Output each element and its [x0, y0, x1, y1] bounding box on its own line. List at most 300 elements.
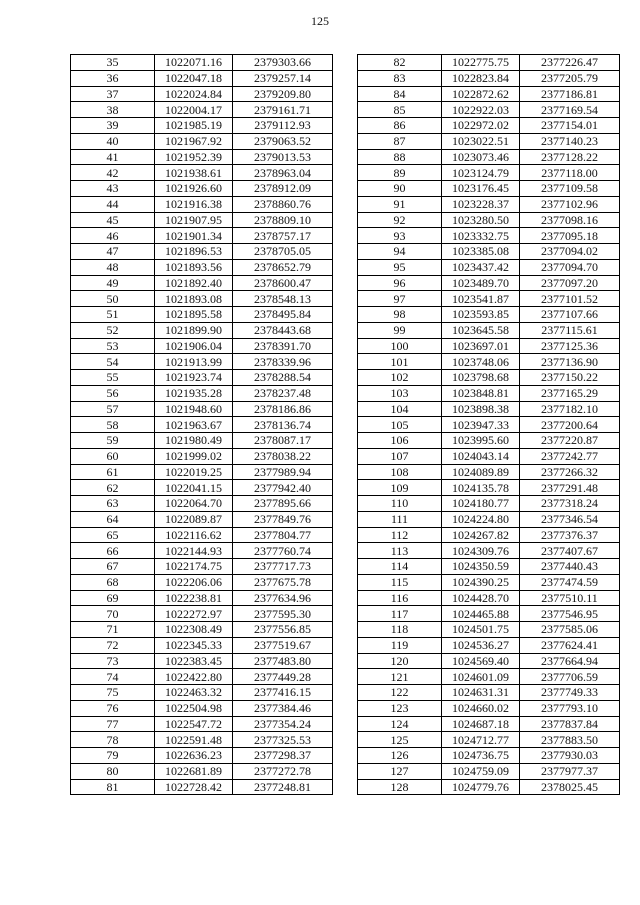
- table-row: [71, 685, 333, 701]
- x-coordinate-cell: 1024569.40: [442, 653, 520, 669]
- y-coordinate-cell: 2377154.01: [520, 118, 620, 134]
- point-number-cell: 92: [358, 212, 442, 228]
- y-coordinate-cell: 2377182.10: [520, 401, 620, 417]
- table-row: [358, 181, 620, 197]
- table-row: [71, 448, 333, 464]
- y-coordinate-cell: 2378339.96: [233, 354, 333, 370]
- point-number-cell: 128: [358, 779, 442, 795]
- point-number-cell: 72: [71, 637, 155, 653]
- table-row: [71, 732, 333, 748]
- point-number-cell: 57: [71, 401, 155, 417]
- point-number-cell: 123: [358, 700, 442, 716]
- table-row: [358, 590, 620, 606]
- x-coordinate-cell: 1023697.01: [442, 338, 520, 354]
- point-number-cell: 94: [358, 244, 442, 260]
- point-number-cell: 115: [358, 574, 442, 590]
- x-coordinate-cell: 1024465.88: [442, 606, 520, 622]
- x-coordinate-cell: 1024224.80: [442, 511, 520, 527]
- x-coordinate-cell: 1022004.17: [155, 102, 233, 118]
- point-number-cell: 37: [71, 86, 155, 102]
- x-coordinate-cell: 1024501.75: [442, 622, 520, 638]
- y-coordinate-cell: 2377376.37: [520, 527, 620, 543]
- point-number-cell: 101: [358, 354, 442, 370]
- table-row: [71, 133, 333, 149]
- point-number-cell: 81: [71, 779, 155, 795]
- table-row: [71, 496, 333, 512]
- x-coordinate-cell: 1021938.61: [155, 165, 233, 181]
- x-coordinate-cell: 1022024.84: [155, 86, 233, 102]
- table-row: [358, 370, 620, 386]
- x-coordinate-cell: 1022972.02: [442, 118, 520, 134]
- point-number-cell: 82: [358, 55, 442, 71]
- x-coordinate-cell: 1024601.09: [442, 669, 520, 685]
- y-coordinate-cell: 2379257.14: [233, 70, 333, 86]
- y-coordinate-cell: 2377125.36: [520, 338, 620, 354]
- y-coordinate-cell: 2377354.24: [233, 716, 333, 732]
- y-coordinate-cell: 2378548.13: [233, 291, 333, 307]
- point-number-cell: 68: [71, 574, 155, 590]
- table-row: [71, 401, 333, 417]
- table-row: [358, 149, 620, 165]
- point-number-cell: 110: [358, 496, 442, 512]
- y-coordinate-cell: 2377242.77: [520, 448, 620, 464]
- point-number-cell: 62: [71, 480, 155, 496]
- table-row: [358, 354, 620, 370]
- x-coordinate-cell: 1021896.53: [155, 244, 233, 260]
- x-coordinate-cell: 1021980.49: [155, 433, 233, 449]
- table-row: [71, 763, 333, 779]
- coordinates-table-right: [357, 54, 620, 795]
- x-coordinate-cell: 1022019.25: [155, 464, 233, 480]
- y-coordinate-cell: 2377325.53: [233, 732, 333, 748]
- table-row: [358, 338, 620, 354]
- y-coordinate-cell: 2377624.41: [520, 637, 620, 653]
- x-coordinate-cell: 1023995.60: [442, 433, 520, 449]
- table-row: [71, 307, 333, 323]
- table-row: [358, 417, 620, 433]
- y-coordinate-cell: 2377128.22: [520, 149, 620, 165]
- point-number-cell: 102: [358, 370, 442, 386]
- point-number-cell: 64: [71, 511, 155, 527]
- y-coordinate-cell: 2377977.37: [520, 763, 620, 779]
- x-coordinate-cell: 1022047.18: [155, 70, 233, 86]
- x-coordinate-cell: 1021923.74: [155, 370, 233, 386]
- table-row: [358, 275, 620, 291]
- point-number-cell: 116: [358, 590, 442, 606]
- table-row: [71, 55, 333, 71]
- point-number-cell: 95: [358, 259, 442, 275]
- y-coordinate-cell: 2378809.10: [233, 212, 333, 228]
- point-number-cell: 52: [71, 322, 155, 338]
- table-row: [71, 417, 333, 433]
- y-coordinate-cell: 2379161.71: [233, 102, 333, 118]
- y-coordinate-cell: 2377200.64: [520, 417, 620, 433]
- table-row: [358, 511, 620, 527]
- y-coordinate-cell: 2378391.70: [233, 338, 333, 354]
- x-coordinate-cell: 1022922.03: [442, 102, 520, 118]
- table-row: [358, 401, 620, 417]
- x-coordinate-cell: 1024135.78: [442, 480, 520, 496]
- y-coordinate-cell: 2377109.58: [520, 181, 620, 197]
- y-coordinate-cell: 2377186.81: [520, 86, 620, 102]
- x-coordinate-cell: 1021926.60: [155, 181, 233, 197]
- y-coordinate-cell: 2379063.52: [233, 133, 333, 149]
- x-coordinate-cell: 1023848.81: [442, 385, 520, 401]
- x-coordinate-cell: 1021913.99: [155, 354, 233, 370]
- x-coordinate-cell: 1022144.93: [155, 543, 233, 559]
- y-coordinate-cell: 2378912.09: [233, 181, 333, 197]
- point-number-cell: 111: [358, 511, 442, 527]
- point-number-cell: 98: [358, 307, 442, 323]
- table-row: [71, 244, 333, 260]
- point-number-cell: 122: [358, 685, 442, 701]
- y-coordinate-cell: 2377140.23: [520, 133, 620, 149]
- point-number-cell: 73: [71, 653, 155, 669]
- x-coordinate-cell: 1022041.15: [155, 480, 233, 496]
- x-coordinate-cell: 1023385.08: [442, 244, 520, 260]
- y-coordinate-cell: 2377272.78: [233, 763, 333, 779]
- table-row: [358, 527, 620, 543]
- y-coordinate-cell: 2377094.70: [520, 259, 620, 275]
- point-number-cell: 124: [358, 716, 442, 732]
- point-number-cell: 79: [71, 748, 155, 764]
- x-coordinate-cell: 1024687.18: [442, 716, 520, 732]
- y-coordinate-cell: 2378757.17: [233, 228, 333, 244]
- table-row: [358, 133, 620, 149]
- coordinates-table-left: [70, 54, 333, 795]
- table-row: [71, 370, 333, 386]
- point-number-cell: 44: [71, 196, 155, 212]
- point-number-cell: 58: [71, 417, 155, 433]
- table-row: [358, 55, 620, 71]
- point-number-cell: 85: [358, 102, 442, 118]
- x-coordinate-cell: 1022681.89: [155, 763, 233, 779]
- x-coordinate-cell: 1023947.33: [442, 417, 520, 433]
- point-number-cell: 60: [71, 448, 155, 464]
- point-number-cell: 46: [71, 228, 155, 244]
- x-coordinate-cell: 1021935.28: [155, 385, 233, 401]
- point-number-cell: 80: [71, 763, 155, 779]
- x-coordinate-cell: 1022174.75: [155, 559, 233, 575]
- x-coordinate-cell: 1024712.77: [442, 732, 520, 748]
- x-coordinate-cell: 1022383.45: [155, 653, 233, 669]
- table-row: [71, 275, 333, 291]
- y-coordinate-cell: 2378136.74: [233, 417, 333, 433]
- point-number-cell: 56: [71, 385, 155, 401]
- table-row: [71, 70, 333, 86]
- y-coordinate-cell: 2379013.53: [233, 149, 333, 165]
- y-coordinate-cell: 2377519.67: [233, 637, 333, 653]
- y-coordinate-cell: 2377849.76: [233, 511, 333, 527]
- x-coordinate-cell: 1021963.67: [155, 417, 233, 433]
- y-coordinate-cell: 2377760.74: [233, 543, 333, 559]
- y-coordinate-cell: 2377793.10: [520, 700, 620, 716]
- y-coordinate-cell: 2377220.87: [520, 433, 620, 449]
- point-number-cell: 104: [358, 401, 442, 417]
- x-coordinate-cell: 1024736.75: [442, 748, 520, 764]
- x-coordinate-cell: 1022823.84: [442, 70, 520, 86]
- y-coordinate-cell: 2377440.43: [520, 559, 620, 575]
- table-row: [358, 700, 620, 716]
- x-coordinate-cell: 1021952.39: [155, 149, 233, 165]
- x-coordinate-cell: 1021985.19: [155, 118, 233, 134]
- y-coordinate-cell: 2377556.85: [233, 622, 333, 638]
- table-row: [71, 338, 333, 354]
- x-coordinate-cell: 1022064.70: [155, 496, 233, 512]
- table-row: [358, 212, 620, 228]
- table-row: [71, 590, 333, 606]
- point-number-cell: 118: [358, 622, 442, 638]
- point-number-cell: 66: [71, 543, 155, 559]
- point-number-cell: 71: [71, 622, 155, 638]
- y-coordinate-cell: 2377102.96: [520, 196, 620, 212]
- point-number-cell: 67: [71, 559, 155, 575]
- y-coordinate-cell: 2377097.20: [520, 275, 620, 291]
- x-coordinate-cell: 1022206.06: [155, 574, 233, 590]
- table-row: [71, 511, 333, 527]
- y-coordinate-cell: 2377585.06: [520, 622, 620, 638]
- x-coordinate-cell: 1022308.49: [155, 622, 233, 638]
- table-row: [71, 653, 333, 669]
- x-coordinate-cell: 1021899.90: [155, 322, 233, 338]
- x-coordinate-cell: 1024390.25: [442, 574, 520, 590]
- table-row: [358, 716, 620, 732]
- table-row: [71, 559, 333, 575]
- y-coordinate-cell: 2379303.66: [233, 55, 333, 71]
- x-coordinate-cell: 1021893.56: [155, 259, 233, 275]
- point-number-cell: 106: [358, 433, 442, 449]
- x-coordinate-cell: 1023798.68: [442, 370, 520, 386]
- table-row: [358, 433, 620, 449]
- point-number-cell: 89: [358, 165, 442, 181]
- x-coordinate-cell: 1024267.82: [442, 527, 520, 543]
- x-coordinate-cell: 1024428.70: [442, 590, 520, 606]
- x-coordinate-cell: 1021892.40: [155, 275, 233, 291]
- point-number-cell: 105: [358, 417, 442, 433]
- point-number-cell: 47: [71, 244, 155, 260]
- y-coordinate-cell: 2377095.18: [520, 228, 620, 244]
- point-number-cell: 97: [358, 291, 442, 307]
- x-coordinate-cell: 1021907.95: [155, 212, 233, 228]
- y-coordinate-cell: 2378963.04: [233, 165, 333, 181]
- table-row: [71, 606, 333, 622]
- x-coordinate-cell: 1023541.87: [442, 291, 520, 307]
- point-number-cell: 45: [71, 212, 155, 228]
- table-row: [71, 259, 333, 275]
- point-number-cell: 119: [358, 637, 442, 653]
- table-row: [358, 732, 620, 748]
- y-coordinate-cell: 2377318.24: [520, 496, 620, 512]
- point-number-cell: 87: [358, 133, 442, 149]
- point-number-cell: 54: [71, 354, 155, 370]
- table-row: [358, 779, 620, 795]
- y-coordinate-cell: 2377989.94: [233, 464, 333, 480]
- x-coordinate-cell: 1024309.76: [442, 543, 520, 559]
- point-number-cell: 59: [71, 433, 155, 449]
- table-row: [358, 685, 620, 701]
- x-coordinate-cell: 1022591.48: [155, 732, 233, 748]
- x-coordinate-cell: 1023176.45: [442, 181, 520, 197]
- y-coordinate-cell: 2378652.79: [233, 259, 333, 275]
- y-coordinate-cell: 2378495.84: [233, 307, 333, 323]
- y-coordinate-cell: 2378705.05: [233, 244, 333, 260]
- coordinates-table-left-body: [71, 55, 333, 795]
- x-coordinate-cell: 1023022.51: [442, 133, 520, 149]
- point-number-cell: 69: [71, 590, 155, 606]
- table-row: [358, 464, 620, 480]
- table-row: [71, 622, 333, 638]
- table-row: [71, 118, 333, 134]
- table-row: [358, 259, 620, 275]
- y-coordinate-cell: 2377346.54: [520, 511, 620, 527]
- point-number-cell: 125: [358, 732, 442, 748]
- table-row: [71, 716, 333, 732]
- y-coordinate-cell: 2377107.66: [520, 307, 620, 323]
- table-row: [358, 307, 620, 323]
- point-number-cell: 99: [358, 322, 442, 338]
- point-number-cell: 55: [71, 370, 155, 386]
- point-number-cell: 91: [358, 196, 442, 212]
- y-coordinate-cell: 2377094.02: [520, 244, 620, 260]
- y-coordinate-cell: 2378025.45: [520, 779, 620, 795]
- y-coordinate-cell: 2377226.47: [520, 55, 620, 71]
- point-number-cell: 53: [71, 338, 155, 354]
- table-row: [71, 291, 333, 307]
- y-coordinate-cell: 2377930.03: [520, 748, 620, 764]
- table-row: [358, 653, 620, 669]
- table-row: [358, 559, 620, 575]
- point-number-cell: 127: [358, 763, 442, 779]
- y-coordinate-cell: 2378443.68: [233, 322, 333, 338]
- point-number-cell: 49: [71, 275, 155, 291]
- table-row: [358, 574, 620, 590]
- x-coordinate-cell: 1021901.34: [155, 228, 233, 244]
- point-number-cell: 70: [71, 606, 155, 622]
- table-row: [358, 102, 620, 118]
- point-number-cell: 41: [71, 149, 155, 165]
- x-coordinate-cell: 1023073.46: [442, 149, 520, 165]
- point-number-cell: 75: [71, 685, 155, 701]
- x-coordinate-cell: 1022071.16: [155, 55, 233, 71]
- point-number-cell: 121: [358, 669, 442, 685]
- x-coordinate-cell: 1022422.80: [155, 669, 233, 685]
- table-row: [71, 779, 333, 795]
- table-row: [71, 228, 333, 244]
- x-coordinate-cell: 1022089.87: [155, 511, 233, 527]
- y-coordinate-cell: 2377136.90: [520, 354, 620, 370]
- y-coordinate-cell: 2377266.32: [520, 464, 620, 480]
- table-row: [71, 354, 333, 370]
- table-row: [71, 480, 333, 496]
- y-coordinate-cell: 2378087.17: [233, 433, 333, 449]
- point-number-cell: 74: [71, 669, 155, 685]
- table-row: [71, 385, 333, 401]
- table-row: [71, 748, 333, 764]
- point-number-cell: 76: [71, 700, 155, 716]
- point-number-cell: 126: [358, 748, 442, 764]
- table-row: [358, 543, 620, 559]
- x-coordinate-cell: 1023280.50: [442, 212, 520, 228]
- y-coordinate-cell: 2377804.77: [233, 527, 333, 543]
- x-coordinate-cell: 1023645.58: [442, 322, 520, 338]
- y-coordinate-cell: 2377205.79: [520, 70, 620, 86]
- table-row: [358, 165, 620, 181]
- table-row: [71, 181, 333, 197]
- x-coordinate-cell: 1023228.37: [442, 196, 520, 212]
- table-row: [358, 322, 620, 338]
- point-number-cell: 109: [358, 480, 442, 496]
- x-coordinate-cell: 1022463.32: [155, 685, 233, 701]
- x-coordinate-cell: 1023489.70: [442, 275, 520, 291]
- y-coordinate-cell: 2377483.80: [233, 653, 333, 669]
- table-row: [358, 669, 620, 685]
- y-coordinate-cell: 2377118.00: [520, 165, 620, 181]
- y-coordinate-cell: 2377942.40: [233, 480, 333, 496]
- table-row: [71, 543, 333, 559]
- y-coordinate-cell: 2377717.73: [233, 559, 333, 575]
- y-coordinate-cell: 2377895.66: [233, 496, 333, 512]
- x-coordinate-cell: 1024350.59: [442, 559, 520, 575]
- y-coordinate-cell: 2377883.50: [520, 732, 620, 748]
- point-number-cell: 36: [71, 70, 155, 86]
- table-row: [71, 149, 333, 165]
- y-coordinate-cell: 2377706.59: [520, 669, 620, 685]
- x-coordinate-cell: 1022504.98: [155, 700, 233, 716]
- x-coordinate-cell: 1023124.79: [442, 165, 520, 181]
- y-coordinate-cell: 2377474.59: [520, 574, 620, 590]
- y-coordinate-cell: 2377150.22: [520, 370, 620, 386]
- y-coordinate-cell: 2377449.28: [233, 669, 333, 685]
- x-coordinate-cell: 1021893.08: [155, 291, 233, 307]
- point-number-cell: 117: [358, 606, 442, 622]
- x-coordinate-cell: 1021906.04: [155, 338, 233, 354]
- point-number-cell: 83: [358, 70, 442, 86]
- x-coordinate-cell: 1022272.97: [155, 606, 233, 622]
- x-coordinate-cell: 1021967.92: [155, 133, 233, 149]
- table-row: [71, 637, 333, 653]
- x-coordinate-cell: 1023593.85: [442, 307, 520, 323]
- y-coordinate-cell: 2377098.16: [520, 212, 620, 228]
- x-coordinate-cell: 1023748.06: [442, 354, 520, 370]
- y-coordinate-cell: 2377407.67: [520, 543, 620, 559]
- table-row: [71, 86, 333, 102]
- x-coordinate-cell: 1024779.76: [442, 779, 520, 795]
- point-number-cell: 63: [71, 496, 155, 512]
- point-number-cell: 43: [71, 181, 155, 197]
- table-row: [71, 322, 333, 338]
- x-coordinate-cell: 1023898.38: [442, 401, 520, 417]
- y-coordinate-cell: 2377675.78: [233, 574, 333, 590]
- table-row: [358, 748, 620, 764]
- table-row: [71, 669, 333, 685]
- y-coordinate-cell: 2377115.61: [520, 322, 620, 338]
- table-row: [71, 700, 333, 716]
- y-coordinate-cell: 2377165.29: [520, 385, 620, 401]
- y-coordinate-cell: 2379112.93: [233, 118, 333, 134]
- x-coordinate-cell: 1023437.42: [442, 259, 520, 275]
- point-number-cell: 86: [358, 118, 442, 134]
- y-coordinate-cell: 2377595.30: [233, 606, 333, 622]
- y-coordinate-cell: 2377101.52: [520, 291, 620, 307]
- y-coordinate-cell: 2377634.96: [233, 590, 333, 606]
- point-number-cell: 88: [358, 149, 442, 165]
- point-number-cell: 77: [71, 716, 155, 732]
- point-number-cell: 40: [71, 133, 155, 149]
- point-number-cell: 100: [358, 338, 442, 354]
- x-coordinate-cell: 1021916.38: [155, 196, 233, 212]
- x-coordinate-cell: 1022345.33: [155, 637, 233, 653]
- table-row: [71, 527, 333, 543]
